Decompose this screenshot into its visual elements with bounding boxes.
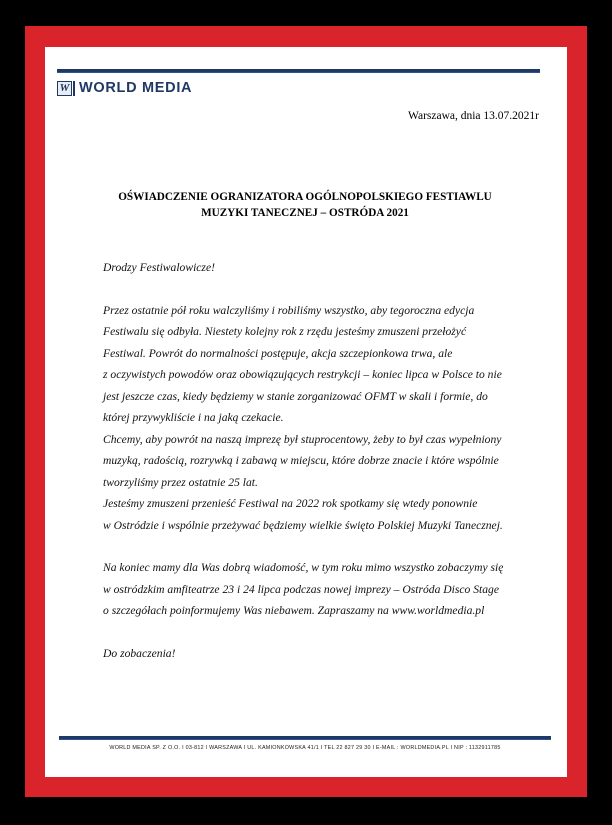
salutation: Drodzy Festiwalowicze! [103,261,215,274]
paragraph-1-line-2: Festiwalu się odbyła. Niestety kolejny rok z rzędu jesteśmy zmuszeni przełożyć [103,325,467,338]
paragraph-1-line-4: z oczywistych powodów oraz obowiązujących restrykcji – koniec lipca w Polsce to nie [103,368,502,381]
letterhead-footer [59,736,551,751]
logo-wordmark: WORLD MEDIA [79,80,193,96]
paragraph-3-line-2: w Ostródzie i wspólnie przeżywać będziemy wielkie święto Polskiej Muzyki Tanecznej. [103,518,503,532]
spacer [103,622,533,643]
footer-company-details: WORLD MEDIA SP. Z O.O. I 03-812 I WARSZAWA I UL. KAMIONKOWSKA 41/1 I TEL 22 827 29 30 I E-MAIL : WORLDMEDIA.PL I NIP : 1132911785 [109,745,501,751]
paragraph-4-line-2: w ostródzkim amfiteatrze 23 i 24 lipca podczas nowej imprezy – Ostróda Disco Stage [103,582,499,596]
paragraph-2-line-3: tworzyliśmy przez ostatnie 25 lat. [103,475,258,489]
paragraph-4-line-1: Na koniec mamy dla Was dobrą wiadomość, w tym roku mimo wszystko zobaczymy się [103,561,504,574]
paragraph-1-line-5: jest jeszcze czas, kiedy będziemy w stanie zorganizować OFMT w skali i formie, do [103,389,488,403]
paragraph-1-line-1: Przez ostatnie pół roku walczyliśmy i robiliśmy wszystko, aby tegoroczna edycja [103,303,475,317]
footer-divider-rule [59,736,551,740]
document-page [45,47,567,777]
paragraph-2-line-2: muzyką, radością, rozrywką i zabawą w miejscu, które dobrze znacie i które wspólnie [103,454,499,467]
logo-w-monogram-icon: W [57,81,72,96]
spacer [103,279,533,300]
paragraph-1-line-6: której przywykliście i na jaką czekacie. [103,411,284,424]
page-title [79,189,531,221]
date-line: Warszawa, dnia 13.07.2021r [408,110,539,122]
paragraph-2-line-1: Chcemy, aby powrót na naszą imprezę był stuprocentowy, żeby to był czas wypełniony [103,432,502,446]
paragraph-3-line-1: Jesteśmy zmuszeni przenieść Festiwal na 2022 rok spotkamy się wtedy ponownie [103,497,478,510]
logo-divider-bar [73,81,75,96]
paragraph-4-line-3: o szczegółach poinformujemy Was niebawem. Zapraszamy na www.worldmedia.pl [103,604,485,617]
paragraph-1-line-3: Festiwal. Powrót do normalności postępuje, akcja szczepionkowa trwa, ale [103,346,453,360]
letter-body [103,257,533,664]
page-title-line-2: MUZYKI TANECZNEJ – OSTRÓDA 2021 [201,207,409,220]
header-divider-rule [57,69,540,73]
letterhead-header [57,69,551,99]
spacer [103,536,533,557]
closing-line: Do zobaczenia! [103,646,176,660]
world-media-logo [57,77,551,99]
page-title-line-1: OŚWIADCZENIE OGRANIZATORA OGÓLNOPOLSKIEGO FESTIAWLU [118,191,492,203]
